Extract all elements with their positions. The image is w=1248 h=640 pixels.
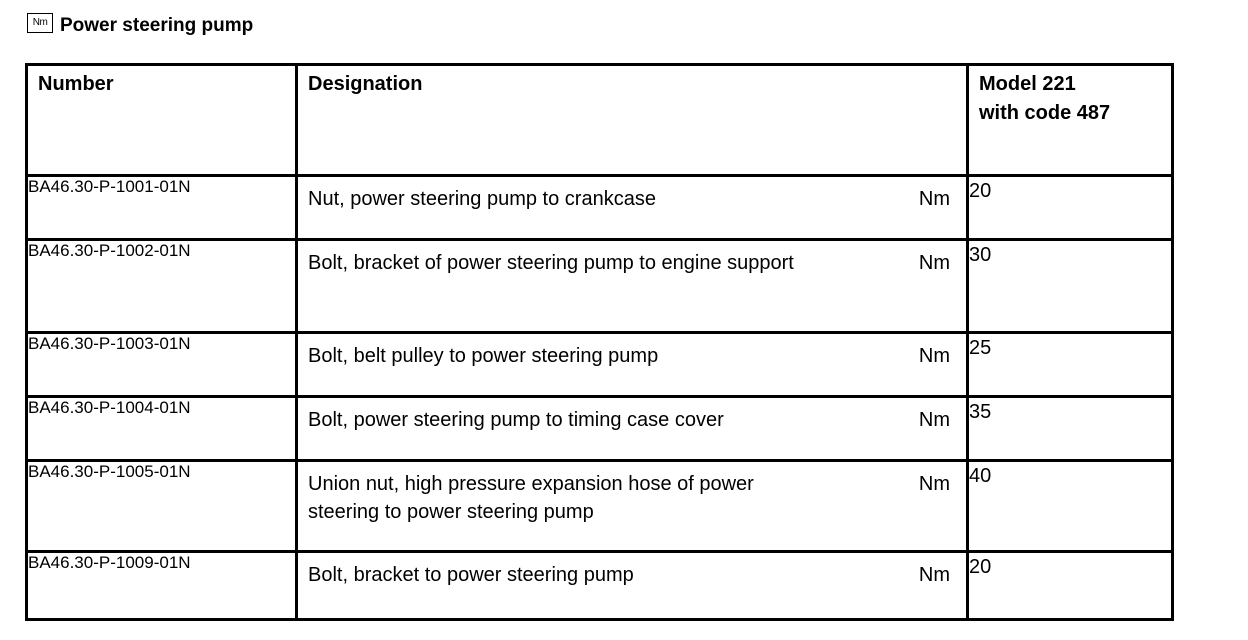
designation-cell [297, 552, 968, 620]
part-number: BA46.30-P-1005-01N [27, 461, 297, 552]
part-number: BA46.30-P-1003-01N [27, 333, 297, 397]
table-row [27, 461, 1173, 552]
part-number: BA46.30-P-1009-01N [27, 552, 297, 620]
column-header-designation: Designation [297, 65, 968, 176]
section-heading [27, 13, 253, 39]
designation-cell [297, 176, 968, 240]
table-header-row [27, 65, 1173, 176]
torque-spec-table [25, 63, 1174, 621]
table-row [27, 397, 1173, 461]
table-row [27, 333, 1173, 397]
model-header-line1: Model 221 [979, 73, 1076, 95]
part-number: BA46.30-P-1001-01N [27, 176, 297, 240]
torque-value: 35 [968, 397, 1173, 461]
torque-value: 40 [968, 461, 1173, 552]
torque-value: 20 [968, 176, 1173, 240]
torque-value: 25 [968, 333, 1173, 397]
designation-text: Nut, power steering pump to crankcase [308, 188, 656, 210]
designation-cell [297, 333, 968, 397]
torque-value: 20 [968, 552, 1173, 620]
designation-text: Union nut, high pressure expansion hose of power steering to power steering pump [308, 473, 754, 523]
unit-label: Nm [918, 252, 950, 274]
designation-text: Bolt, bracket to power steering pump [308, 564, 634, 586]
unit-label: Nm [918, 473, 950, 495]
model-header-line2: with code 487 [979, 102, 1111, 124]
designation-cell [297, 397, 968, 461]
designation-text: Bolt, bracket of power steering pump to engine support [308, 252, 794, 274]
designation-text: Bolt, belt pulley to power steering pump [308, 345, 659, 367]
column-header-model [968, 65, 1173, 176]
unit-label: Nm [918, 345, 950, 367]
table-row [27, 240, 1173, 333]
torque-nm-icon: Nm [27, 13, 53, 33]
part-number: BA46.30-P-1002-01N [27, 240, 297, 333]
part-number: BA46.30-P-1004-01N [27, 397, 297, 461]
column-header-number: Number [27, 65, 297, 176]
designation-cell [297, 461, 968, 552]
unit-label: Nm [918, 188, 950, 210]
table-row [27, 176, 1173, 240]
designation-text: Bolt, power steering pump to timing case cover [308, 409, 724, 431]
designation-cell [297, 240, 968, 333]
table-row [27, 552, 1173, 620]
unit-label: Nm [918, 564, 950, 586]
unit-label: Nm [918, 409, 950, 431]
torque-value: 30 [968, 240, 1173, 333]
section-title: Power steering pump [60, 15, 254, 36]
